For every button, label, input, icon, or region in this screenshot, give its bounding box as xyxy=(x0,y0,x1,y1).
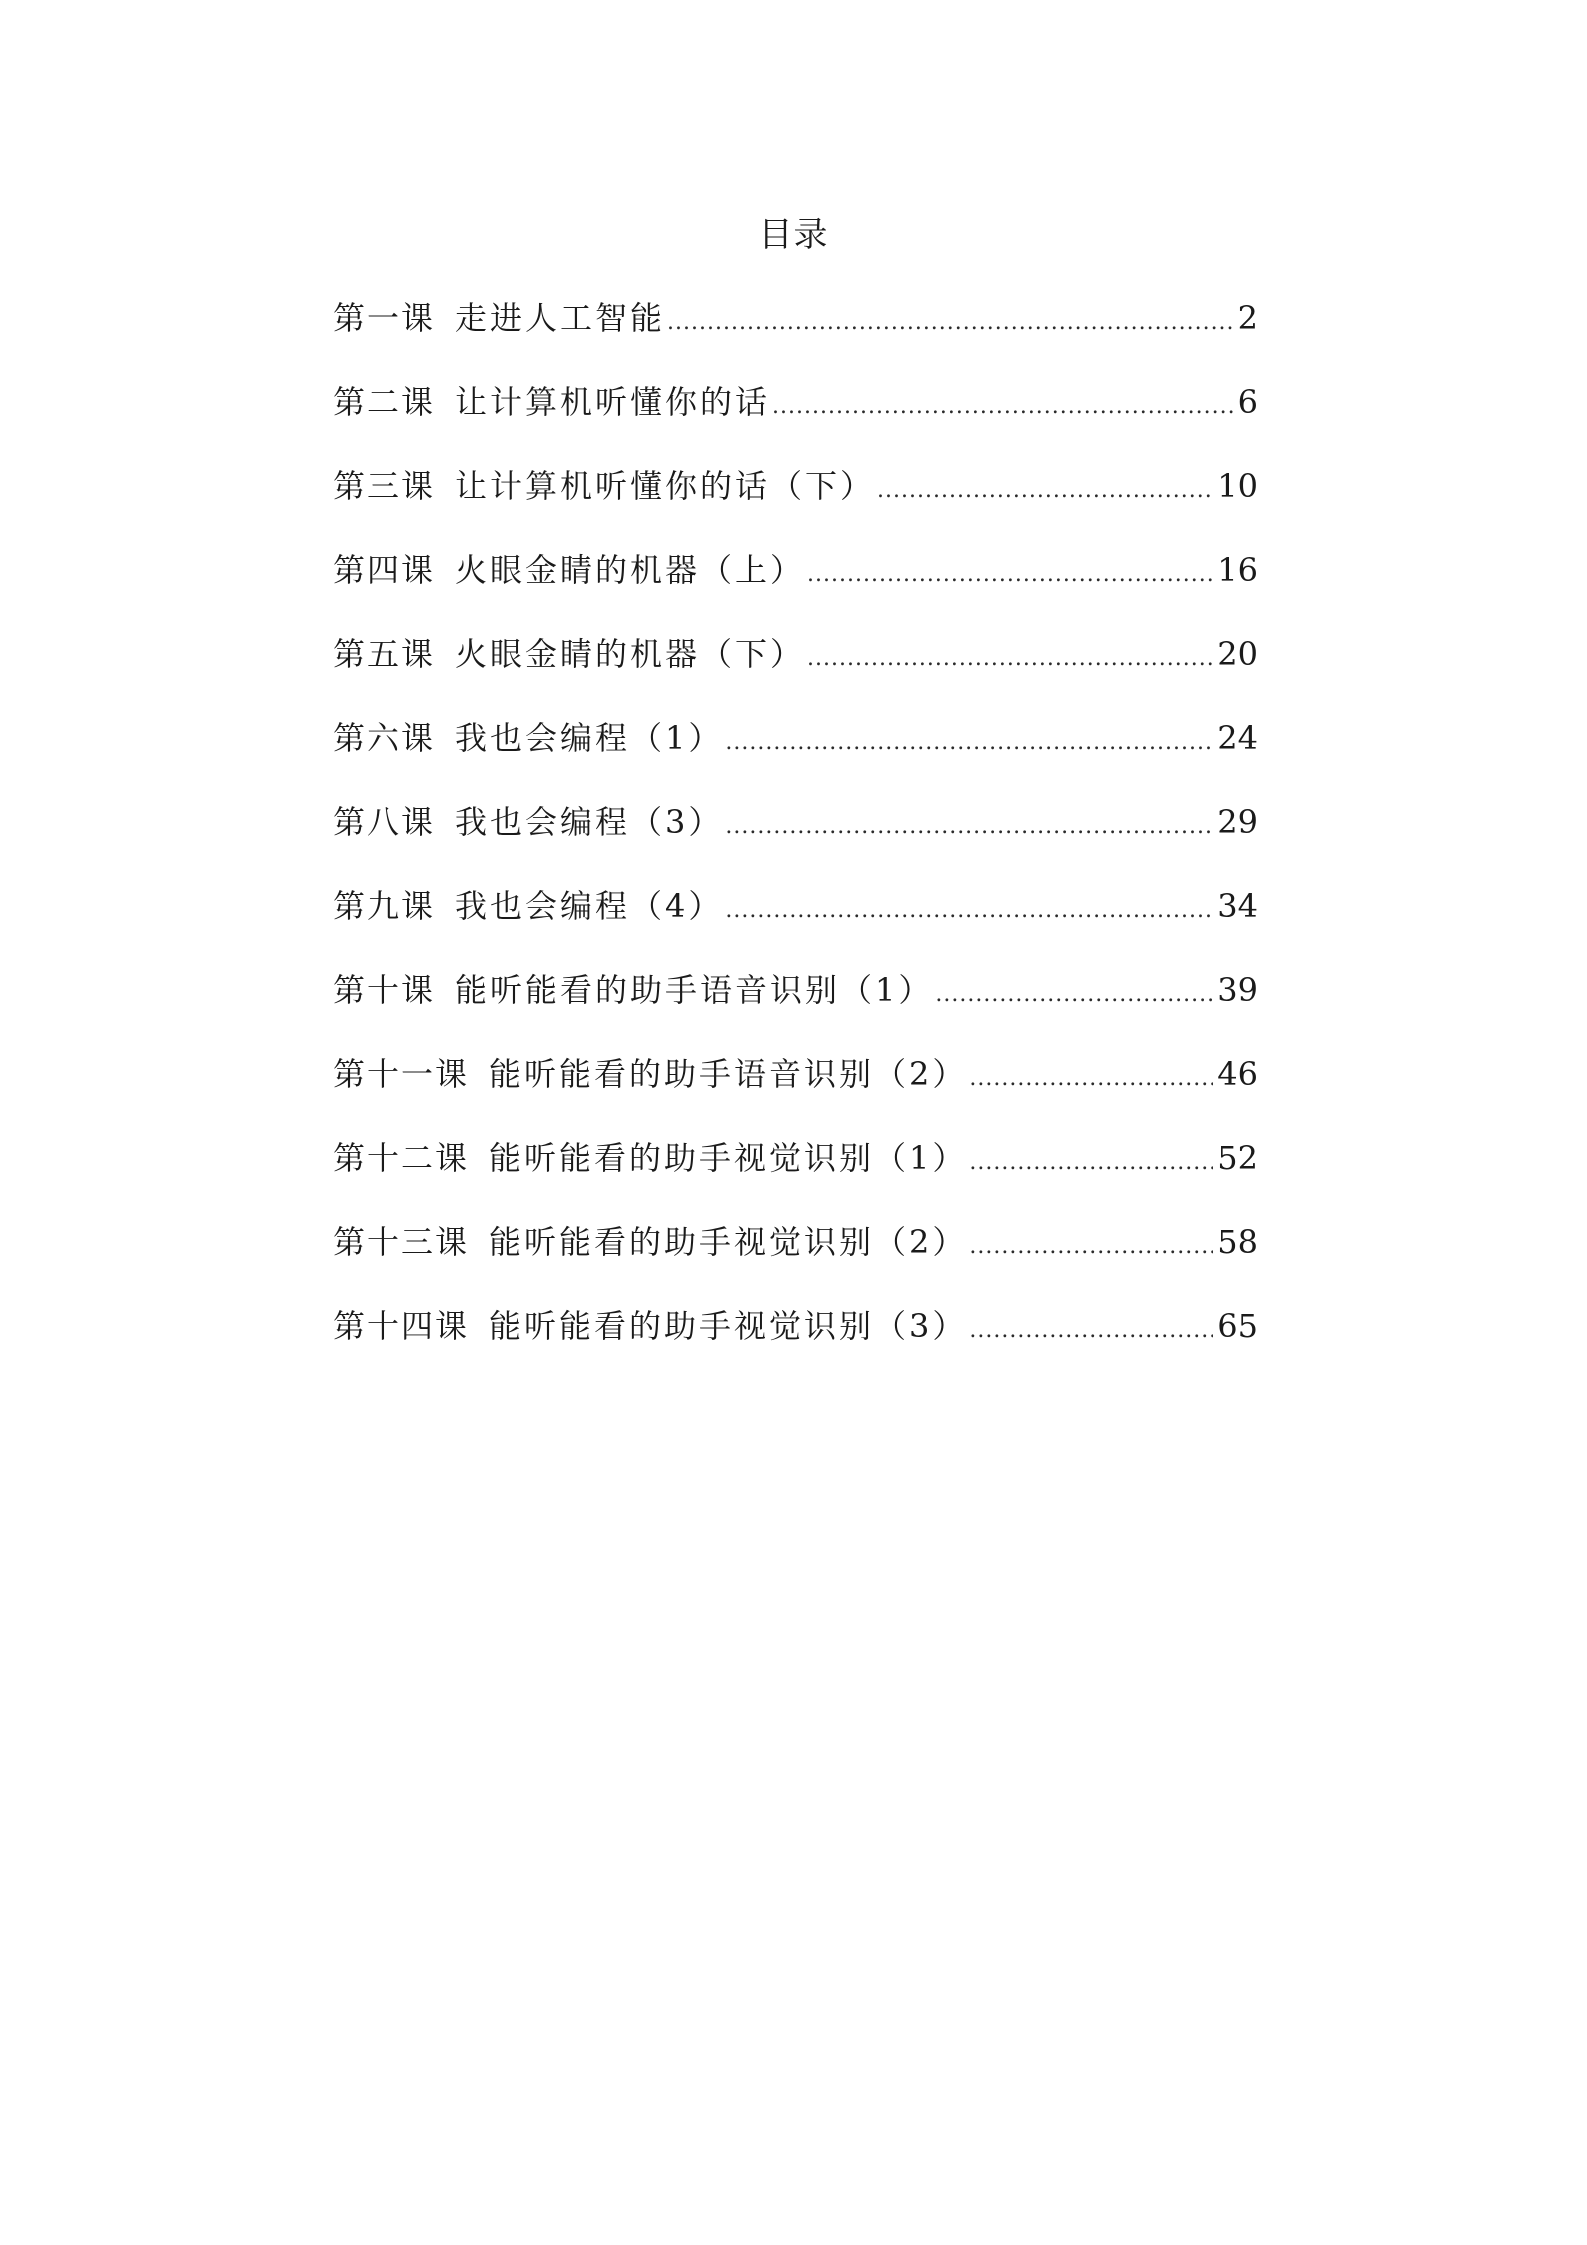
toc-entry-page: 6 xyxy=(1237,383,1258,421)
toc-entry-title: 能听能看的助手视觉识别（1） xyxy=(489,1139,968,1177)
toc-entry-lesson: 第五课 xyxy=(333,635,436,673)
toc-entry-page: 10 xyxy=(1217,467,1258,505)
toc-entry-title: 能听能看的助手视觉识别（3） xyxy=(489,1307,968,1345)
toc-dot-leader xyxy=(725,881,1213,941)
toc-dot-leader xyxy=(935,965,1213,1025)
toc-entry-title: 能听能看的助手语音识别（2） xyxy=(489,1055,968,1093)
toc-entry-lesson: 第十四课 xyxy=(333,1307,470,1345)
toc-entry-title: 我也会编程（3） xyxy=(455,803,724,841)
toc-entry-title: 火眼金睛的机器（上） xyxy=(455,551,806,589)
toc-entry-title: 走进人工智能 xyxy=(455,299,666,337)
toc-entry-lesson: 第四课 xyxy=(333,551,436,589)
toc-entry-page: 39 xyxy=(1217,971,1258,1009)
toc-entry[interactable] xyxy=(333,1296,1258,1380)
toc-entry-page: 24 xyxy=(1217,719,1258,757)
toc-entry-lesson: 第十课 xyxy=(333,971,436,1009)
toc-entry-lesson: 第八课 xyxy=(333,803,436,841)
toc-entry-title: 让计算机听懂你的话 xyxy=(455,383,771,421)
toc-entry-page: 52 xyxy=(1217,1139,1258,1177)
toc-dot-leader xyxy=(969,1049,1213,1109)
toc-entry[interactable] xyxy=(333,792,1258,876)
toc-entry-page: 58 xyxy=(1217,1223,1258,1261)
toc-dot-leader xyxy=(667,293,1234,353)
toc-entry-page: 46 xyxy=(1217,1055,1258,1093)
toc-entry-title: 我也会编程（1） xyxy=(455,719,724,757)
toc-entry-title: 火眼金睛的机器（下） xyxy=(455,635,806,673)
toc-entry[interactable] xyxy=(333,288,1258,372)
toc-dot-leader xyxy=(969,1133,1213,1193)
toc-entry-page: 2 xyxy=(1237,299,1258,337)
toc-entry-page: 65 xyxy=(1217,1307,1258,1345)
toc-entry-title: 让计算机听懂你的话（下） xyxy=(455,467,876,505)
toc-dot-leader xyxy=(969,1217,1213,1277)
toc-entry[interactable] xyxy=(333,540,1258,624)
toc-list xyxy=(333,288,1258,1380)
toc-dot-leader xyxy=(772,377,1234,437)
toc-entry[interactable] xyxy=(333,1128,1258,1212)
toc-dot-leader xyxy=(807,629,1213,689)
toc-entry-lesson: 第三课 xyxy=(333,467,436,505)
toc-heading: 目录 xyxy=(758,215,829,255)
toc-entry[interactable] xyxy=(333,1044,1258,1128)
toc-entry[interactable] xyxy=(333,708,1258,792)
toc-entry-page: 20 xyxy=(1217,635,1258,673)
toc-entry-lesson: 第六课 xyxy=(333,719,436,757)
toc-entry[interactable] xyxy=(333,372,1258,456)
toc-dot-leader xyxy=(807,545,1213,605)
toc-entry-title: 能听能看的助手视觉识别（2） xyxy=(489,1223,968,1261)
toc-entry-title: 我也会编程（4） xyxy=(455,887,724,925)
toc-entry-lesson: 第十二课 xyxy=(333,1139,470,1177)
toc-entry[interactable] xyxy=(333,960,1258,1044)
toc-entry-lesson: 第九课 xyxy=(333,887,436,925)
toc-entry-lesson: 第十三课 xyxy=(333,1223,470,1261)
toc-entry-page: 29 xyxy=(1217,803,1258,841)
toc-entry-lesson: 第二课 xyxy=(333,383,436,421)
toc-entry-lesson: 第一课 xyxy=(333,299,436,337)
toc-dot-leader xyxy=(725,713,1213,773)
toc-entry-lesson: 第十一课 xyxy=(333,1055,470,1093)
toc-entry-page: 34 xyxy=(1217,887,1258,925)
toc-dot-leader xyxy=(725,797,1213,857)
toc-entry[interactable] xyxy=(333,1212,1258,1296)
toc-entry[interactable] xyxy=(333,624,1258,708)
toc-entry[interactable] xyxy=(333,876,1258,960)
toc-entry-page: 16 xyxy=(1217,551,1258,589)
toc-dot-leader xyxy=(877,461,1213,521)
toc-dot-leader xyxy=(969,1301,1213,1361)
toc-entry[interactable] xyxy=(333,456,1258,540)
toc-entry-title: 能听能看的助手语音识别（1） xyxy=(455,971,934,1009)
